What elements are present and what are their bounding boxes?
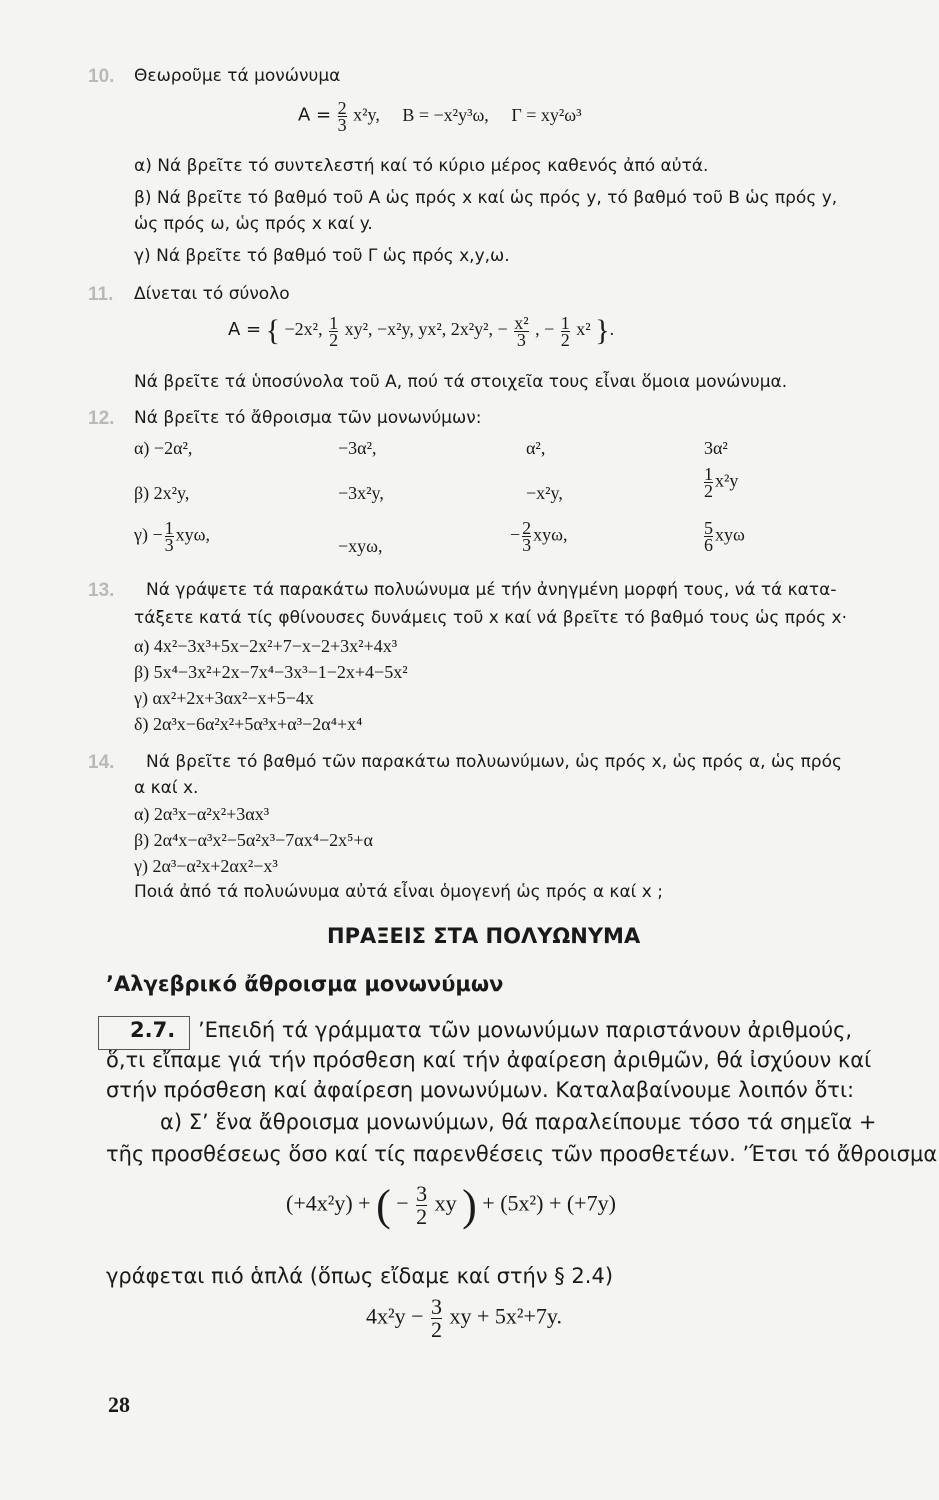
monomial-a-fraction: $\frac{2}{3}$: [337, 98, 347, 135]
ex12-a-4: 3α²: [704, 438, 728, 458]
set-separator: , −: [535, 319, 555, 340]
exercise-13-b: β) 5x⁴−3x²+2x−7x⁴−3x³−1−2x+4−5x²: [134, 662, 408, 682]
exercise-12-intro: Νά βρεῖτε τό ἄθροισμα τῶν μονωνύμων:: [134, 408, 482, 428]
page-number: 28: [108, 1392, 130, 1417]
set-fraction-2: $\frac{\text{x²}}{3}$: [514, 312, 529, 350]
section-title: ΠΡΑΞΕΙΣ ΣΤΑ ΠΟΛΥΩΝΥΜΑ: [327, 924, 641, 948]
exercise-14-c: γ) 2α³−α²x+2αx²−x³: [134, 856, 278, 876]
ex12-c-1: [134, 520, 210, 553]
exercise-13-number: 13.: [88, 580, 115, 601]
eq2-fraction: $\frac{3}{2}$: [431, 1294, 443, 1342]
eq1-left-paren: (: [376, 1181, 391, 1230]
equation-simplified: [366, 1296, 562, 1341]
set-element-last: x²: [576, 319, 591, 340]
ex12-a-2: −3α²,: [338, 438, 377, 458]
paragraph-line2: ὅ,τι εἴπαμε γιά τήν πρόσθεση καί τήν ἀφαίρεση ἀριθμῶν, θά ἰσχύουν καί: [106, 1048, 872, 1072]
exercise-12-number: 12.: [88, 408, 115, 429]
exercise-14-question: Ποιά ἀπό τά πολυώνυμα αὐτά εἶναι ὁμογενή ὡς πρός α καί x ;: [134, 882, 664, 902]
paragraph-line6: γράφεται πιό ἁπλά (ὅπως εἴδαμε καί στήν § 2.4): [106, 1264, 614, 1288]
subsection-title: ʼΑλγεβρικό ἄθροισμα μονωνύμων: [106, 972, 504, 996]
ex12-b-2: −3x²y,: [338, 483, 384, 503]
ex12-c1-rest: xyω,: [175, 524, 210, 545]
exercise-11-number: 11.: [88, 284, 114, 305]
ex12-b-1: β) 2x²y,: [134, 483, 190, 503]
exercise-14-b: β) 2α⁴x−α³x²−5α²x³−7αx⁴−2x⁵+α: [134, 830, 373, 850]
ex12-c3-rest: xyω,: [533, 524, 568, 545]
eq1-rest: + (5x²) + (+7y): [482, 1190, 616, 1216]
exercise-14-a: α) 2α³x−α²x²+3αx³: [134, 804, 270, 824]
monomial-a-rest: x²y,: [353, 104, 380, 125]
monomial-b: B = −x²y³ω,: [402, 104, 489, 125]
exercise-11-question: Νά βρεῖτε τά ὑποσύνολα τοῦ A, πού τά στοιχεῖα τους εἶναι ὅμοια μονώνυμα.: [134, 372, 788, 392]
exercise-10-c: γ) Νά βρεῖτε τό βαθμό τοῦ Γ ὡς πρός x,y,ω.: [134, 246, 510, 266]
ex12-c1-fraction: $\frac{1}{3}$: [164, 518, 174, 555]
exercise-11-intro: Δίνεται τό σύνολο: [134, 284, 290, 304]
ex12-c3-prefix: −: [510, 524, 521, 545]
right-brace: }: [595, 314, 610, 347]
exercise-13-line2: τάξετε κατά τίς φθίνουσες δυνάμεις τοῦ x καί νά βρεῖτε τό βαθμό τους ὡς πρός x·: [134, 608, 847, 628]
eq2-term-1: 4x²y −: [366, 1303, 424, 1329]
paragraph-line4: α) Σʼ ἕνα ἄθροισμα μονωνύμων, θά παραλείπουμε τόσο τά σημεῖα +: [160, 1110, 877, 1134]
ex12-b-3: −x²y,: [526, 483, 563, 503]
eq1-xy: xy: [434, 1190, 457, 1216]
paragraph-line3: στήν πρόσθεση καί ἀφαίρεση μονωνύμων. Καταλαβαίνουμε λοιπόν ὅτι:: [106, 1078, 855, 1102]
set-elements-middle: xy², −x²y, yx², 2x²y², −: [344, 319, 508, 340]
eq1-right-paren: ): [462, 1181, 477, 1230]
exercise-11-set: [228, 314, 614, 348]
ex12-c-2: −xyω,: [338, 536, 383, 556]
ex12-c3-fraction: $\frac{2}{3}$: [522, 518, 532, 555]
exercise-13-d: δ) 2α³x−6α²x²+5α³x+α³−2α⁴+x⁴: [134, 714, 363, 734]
ex12-c-3: [510, 520, 568, 553]
exercise-10-b-line1: β) Νά βρεῖτε τό βαθμό τοῦ A ὡς πρός x καί ὡς πρός y, τό βαθμό τοῦ B ὡς πρός y,: [134, 188, 838, 208]
paragraph-line5: τῆς προσθέσεως ὅσο καί τίς παρενθέσεις τῶν προσθετέων. ʼΈτσι τό ἄθροισμα: [106, 1142, 938, 1166]
exercise-13-line1: Νά γράψετε τά παρακάτω πολυώνυμα μέ τήν ἀνηγμένη μορφή τους, νά τά κατα-: [146, 580, 837, 600]
paragraph-line1: ʼΕπειδή τά γράμματα τῶν μονωνύμων παριστάνουν ἀριθμούς,: [198, 1018, 853, 1042]
ex12-b4-fraction: $\frac{1}{2}$: [704, 464, 713, 501]
left-brace: {: [265, 314, 281, 347]
set-fraction-1: $\frac{1}{2}$: [329, 312, 339, 350]
exercise-10-number: 10.: [88, 66, 115, 87]
ex12-c4-rest: xyω: [715, 524, 745, 545]
exercise-14-line2: α καί x.: [134, 778, 199, 798]
exercise-10-a: α) Νά βρεῖτε τό συντελεστή καί τό κύριο μέρος καθενός ἀπό αὐτά.: [134, 156, 709, 176]
eq1-fraction: $\frac{3}{2}$: [416, 1181, 428, 1229]
exercise-10-monomials: [298, 100, 582, 133]
equation-sum: [286, 1180, 616, 1231]
set-fraction-3: $\frac{1}{2}$: [560, 312, 570, 350]
eq1-minus: −: [396, 1190, 409, 1216]
ex12-b4-rest: x²y: [715, 470, 739, 491]
ex12-c4-fraction: $\frac{5}{6}$: [704, 518, 713, 555]
monomial-a-label: A =: [298, 104, 332, 126]
exercise-13-a: α) 4x²−3x³+5x−2x²+7−x−2+3x²+4x³: [134, 636, 398, 656]
monomial-g: Γ = xy²ω³: [511, 104, 582, 125]
exercise-10-b-line2: ὡς πρός ω, ὡς πρός x καί y.: [134, 214, 373, 234]
ex12-a-3: α²,: [526, 438, 546, 458]
set-element-1: −2x²,: [284, 319, 323, 340]
ex12-b-4: [702, 466, 738, 499]
paragraph-number: 2.7.: [130, 1018, 176, 1042]
exercise-13-c: γ) αx²+2x+3αx²−x+5−4x: [134, 688, 314, 708]
exercise-14-line1: Νά βρεῖτε τό βαθμό τῶν παρακάτω πολυωνύμων, ὡς πρός x, ὡς πρός α, ὡς πρός: [146, 752, 842, 772]
eq1-term-1: (+4x²y) +: [286, 1190, 371, 1216]
set-label: A =: [228, 319, 262, 341]
exercise-10-intro: Θεωροῦμε τά μονώνυμα: [134, 66, 341, 86]
set-end: .: [609, 319, 615, 340]
ex12-c-4: [702, 520, 745, 553]
ex12-a-1: α) −2α²,: [134, 438, 193, 458]
eq2-rest: xy + 5x²+7y.: [449, 1303, 562, 1329]
ex12-c1-prefix: γ) −: [134, 524, 163, 545]
exercise-14-number: 14.: [88, 752, 115, 773]
